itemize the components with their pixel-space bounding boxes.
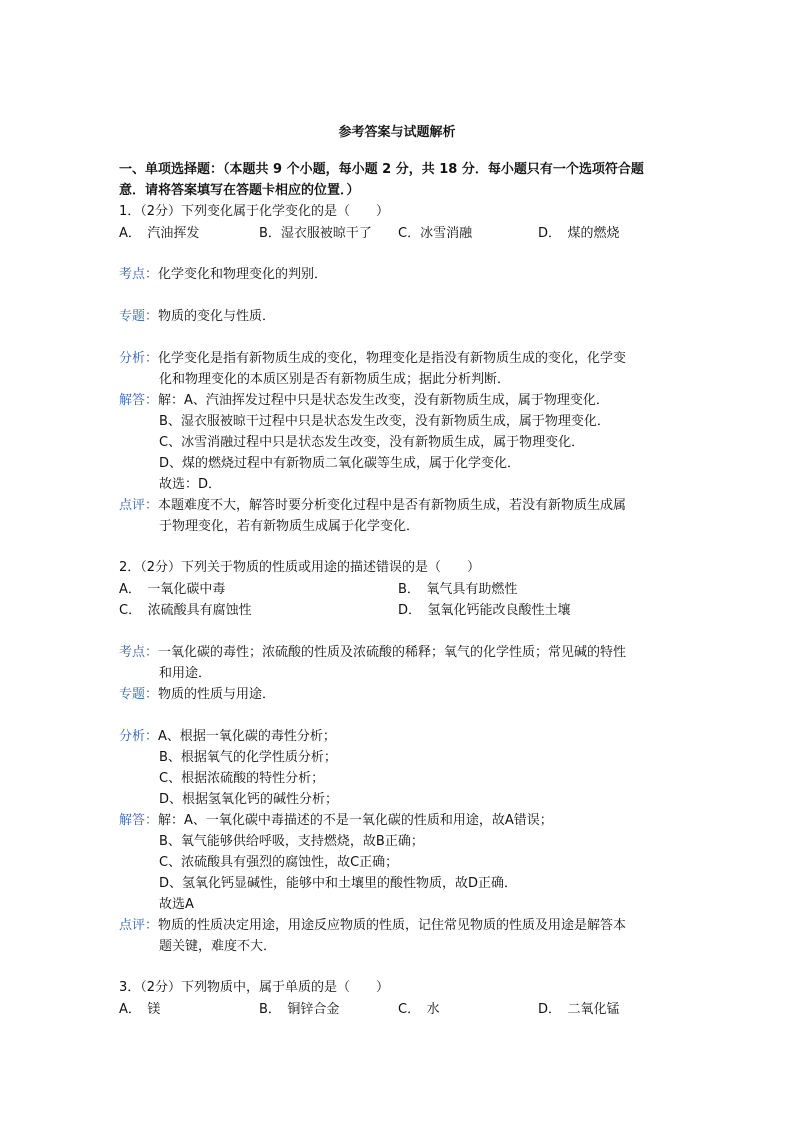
kaodian-label: 考点： — [119, 267, 159, 282]
q2-kaodian-line-2: 和用途． — [159, 666, 212, 681]
q2-fenxi-line-2: B、根据氧气的化学性质分析； — [159, 750, 337, 765]
q3-stem: 3．（2分）下列物质中，属于单质的是（ ） — [119, 980, 390, 995]
q1-option-d: D． 煤的燃烧 — [538, 226, 620, 241]
q1-jieda-line-4: D、煤的燃烧过程中有新物质二氧化碳等生成，属于化学变化． — [159, 456, 521, 471]
q2-fenxi-line-1: A、根据一氧化碳的毒性分析； — [158, 729, 336, 744]
q1-option-c: C．冰雪消融 — [398, 226, 473, 241]
fenxi-label: 分析： — [119, 351, 159, 366]
q2-option-d: D． 氢氧化钙能改良酸性土壤 — [398, 603, 571, 618]
q1-kaodian — [119, 265, 327, 285]
q2-dianping-line-1: 物质的性质决定用途，用途反应物质的性质，记住常见物质的性质及用途是解答本 — [158, 918, 627, 933]
fenxi-label: 分析： — [119, 729, 159, 744]
q2-kaodian-line-1: 一氧化碳的毒性；浓硫酸的性质及浓硫酸的稀释；氧气的化学性质；常见碱的特性 — [158, 645, 627, 660]
q2-jieda-line-5: 故选A — [159, 897, 194, 912]
q1-zhuanti — [119, 307, 275, 327]
q2-stem: 2．（2分）下列关于物质的性质或用途的描述错误的是（ ） — [119, 560, 481, 575]
q2-fenxi — [119, 727, 336, 747]
q2-option-a: A． 一氧化碳中毒 — [119, 582, 226, 597]
q2-jieda-line-1: 解：A、一氧化碳中毒描述的不是一氧化碳的性质和用途，故A错误； — [158, 813, 553, 828]
jieda-label: 解答： — [119, 393, 159, 408]
jieda-label: 解答： — [119, 813, 159, 828]
q1-zhuanti-text: 物质的变化与性质． — [158, 309, 276, 324]
q1-kaodian-text: 化学变化和物理变化的判别． — [158, 267, 328, 282]
q2-dianping-line-2: 题关键，难度不大． — [159, 939, 277, 954]
q1-jieda-line-1: 解：A、汽油挥发过程中只是状态发生改变，没有新物质生成，属于物理变化． — [158, 393, 609, 408]
q2-zhuanti — [119, 685, 275, 705]
q2-jieda-line-2: B、氧气能够供给呼吸，支持燃烧，故B正确； — [159, 834, 424, 849]
dianping-label: 点评： — [119, 918, 159, 933]
q1-jieda-line-3: C、冰雪消融过程中只是状态发生改变，没有新物质生成，属于物理变化． — [159, 435, 585, 450]
q1-jieda-line-2: B、湿衣服被晾干过程中只是状态发生改变，没有新物质生成，属于物理变化． — [159, 414, 610, 429]
q2-option-b: B． 氧气具有助燃性 — [398, 582, 518, 597]
section-heading-line-2: 意．请将答案填写在答题卡相应的位置．） — [119, 183, 360, 198]
q2-option-c: C． 浓硫酸具有腐蚀性 — [119, 603, 252, 618]
q2-fenxi-line-3: C、根据浓硫酸的特性分析； — [159, 771, 325, 786]
q1-dianping-line-2: 于物理变化，若有新物质生成属于化学变化． — [159, 519, 420, 534]
section-heading-line-1: 一、单项选择题：（本题共 9 个小题，每小题 2 分，共 18 分．每小题只有一个选项符合题 — [119, 162, 644, 177]
q1-fenxi-line-1: 化学变化是指有新物质生成的变化，物理变化是指没有新物质生成的变化，化学变 — [158, 351, 627, 366]
q2-kaodian — [119, 643, 626, 663]
q3-option-b: B． 铜锌合金 — [259, 1002, 340, 1017]
q3-option-d: D． 二氧化锰 — [538, 1002, 620, 1017]
q3-option-c: C． 水 — [398, 1002, 440, 1017]
q2-zhuanti-text: 物质的性质与用途． — [158, 687, 276, 702]
q2-jieda-line-3: C、浓硫酸具有强烈的腐蚀性，故C正确； — [159, 855, 399, 870]
q1-stem: 1．（2分）下列变化属于化学变化的是（ ） — [119, 204, 390, 219]
q1-jieda-line-5: 故选：D． — [159, 477, 222, 492]
page-title: 参考答案与试题解析 — [338, 125, 456, 140]
dianping-label: 点评： — [119, 498, 159, 513]
q2-dianping — [119, 916, 626, 936]
zhuanti-label: 专题： — [119, 309, 159, 324]
q1-fenxi — [119, 349, 626, 369]
q1-option-b: B．湿衣服被晾干了 — [259, 226, 372, 241]
q1-fenxi-line-2: 化和物理变化的本质区别是否有新物质生成；据此分析判断． — [159, 372, 511, 387]
q1-dianping-line-1: 本题难度不大，解答时要分析变化过程中是否有新物质生成，若没有新物质生成属 — [158, 498, 627, 513]
q1-dianping — [119, 496, 626, 516]
kaodian-label: 考点： — [119, 645, 159, 660]
q3-option-a: A． 镁 — [119, 1002, 161, 1017]
q2-jieda — [119, 811, 553, 831]
q1-jieda — [119, 391, 609, 411]
q1-option-a: A． 汽油挥发 — [119, 226, 200, 241]
q2-jieda-line-4: D、氢氧化钙显碱性，能够中和土壤里的酸性物质，故D正确． — [159, 876, 518, 891]
q2-fenxi-line-4: D、根据氢氧化钙的碱性分析； — [159, 792, 339, 807]
zhuanti-label: 专题： — [119, 687, 159, 702]
